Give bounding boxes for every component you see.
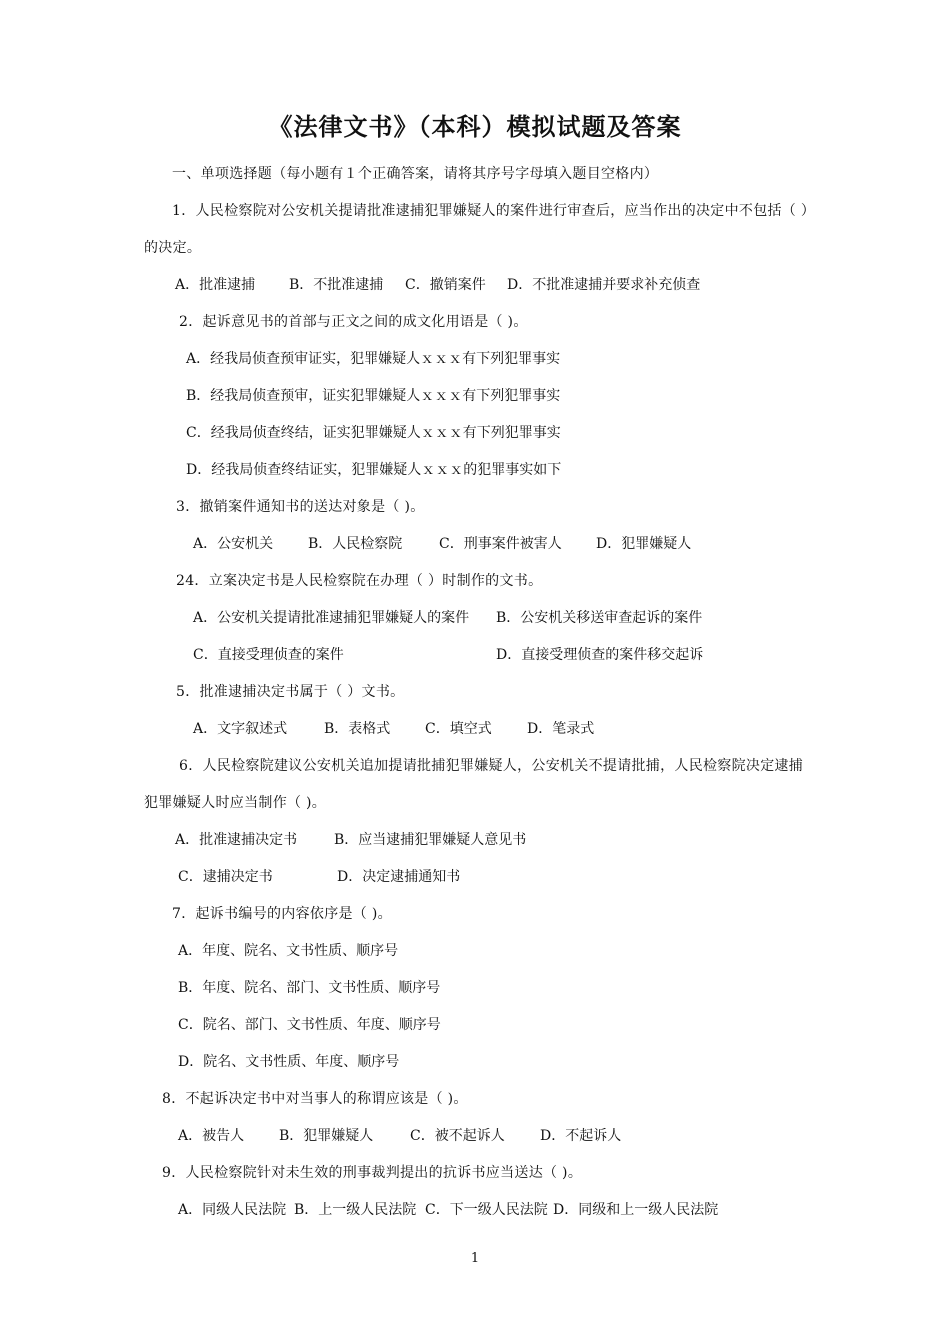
question-9-option-a: A．同级人民法院 bbox=[178, 1202, 287, 1218]
question-6-stem: 6．人民检察院建议公安机关追加提请批捕犯罪嫌疑人，公安机关不提请批捕，人民检察院决定逮捕 bbox=[179, 758, 804, 774]
question-9-stem: 9．人民检察院针对未生效的刑事裁判提出的抗诉书应当送达（ )。 bbox=[162, 1165, 583, 1181]
question-5-option-a: A．文字叙述式 bbox=[193, 721, 288, 737]
question-8-option-a: A．被告人 bbox=[178, 1128, 245, 1144]
question-1-option-c: C．撤销案件 bbox=[405, 277, 486, 293]
question-1-stem-cont: 的决定。 bbox=[144, 240, 202, 256]
question-4-option-b: B．公安机关移送审查起诉的案件 bbox=[496, 610, 703, 626]
question-1-option-b: B．不批准逮捕 bbox=[289, 277, 384, 293]
question-3-stem: 3．撤销案件通知书的送达对象是（ )。 bbox=[176, 499, 425, 515]
section-heading: 一、单项选择题（每小题有１个正确答案，请将其序号字母填入题目空格内） bbox=[172, 166, 659, 182]
question-8-stem: 8．不起诉决定书中对当事人的称谓应该是（ )。 bbox=[162, 1091, 468, 1107]
question-7-option-b: B．年度、院名、部门、文书性质、顺序号 bbox=[178, 980, 441, 996]
page-title: 《法律文书》（本科）模拟试题及答案 bbox=[268, 113, 682, 141]
question-2-stem: 2．起诉意见书的首部与正文之间的成文化用语是（ )。 bbox=[179, 314, 528, 330]
question-3-option-d: D．犯罪嫌疑人 bbox=[596, 536, 692, 552]
question-5-option-b: B．表格式 bbox=[324, 721, 391, 737]
question-6-option-c: C．逮捕决定书 bbox=[178, 869, 273, 885]
question-9-option-b: B．上一级人民法院 bbox=[294, 1202, 417, 1218]
question-6-option-a: A．批准逮捕决定书 bbox=[175, 832, 298, 848]
question-3-option-b: B．人民检察院 bbox=[308, 536, 403, 552]
question-8-option-d: D．不起诉人 bbox=[540, 1128, 622, 1144]
question-4-option-d: D．直接受理侦查的案件移交起诉 bbox=[496, 647, 704, 663]
question-1-option-a: A．批准逮捕 bbox=[175, 277, 256, 293]
question-7-option-c: C．院名、部门、文书性质、年度、顺序号 bbox=[178, 1017, 441, 1033]
question-5-option-d: D．笔录式 bbox=[527, 721, 595, 737]
question-7-stem: 7．起诉书编号的内容依序是（ )。 bbox=[172, 906, 392, 922]
question-4-stem: 24．立案决定书是人民检察院在办理（ ）时制作的文书。 bbox=[176, 573, 543, 589]
question-2-option-b: B．经我局侦查预审，证实犯罪嫌疑人ｘｘｘ有下列犯罪事实 bbox=[186, 388, 561, 404]
question-6-stem-cont: 犯罪嫌疑人时应当制作（ )。 bbox=[144, 795, 327, 811]
question-3-option-a: A．公安机关 bbox=[193, 536, 274, 552]
question-1-stem: 1．人民检察院对公安机关提请批准逮捕犯罪嫌疑人的案件进行审查后，应当作出的决定中不包括（ ） bbox=[172, 203, 816, 219]
question-7-option-d: D．院名、文书性质、年度、顺序号 bbox=[178, 1054, 400, 1070]
page-number: 1 bbox=[470, 1251, 480, 1266]
question-6-option-d: D．决定逮捕通知书 bbox=[337, 869, 461, 885]
question-8-option-c: C．被不起诉人 bbox=[410, 1128, 505, 1144]
question-2-option-c: C．经我局侦查终结，证实犯罪嫌疑人ｘｘｘ有下列犯罪事实 bbox=[186, 425, 561, 441]
question-5-option-c: C．填空式 bbox=[425, 721, 492, 737]
question-9-option-d: D．同级和上一级人民法院 bbox=[553, 1202, 719, 1218]
question-8-option-b: B．犯罪嫌疑人 bbox=[279, 1128, 374, 1144]
question-2-option-a: A．经我局侦查预审证实，犯罪嫌疑人ｘｘｘ有下列犯罪事实 bbox=[186, 351, 561, 367]
question-3-option-c: C．刑事案件被害人 bbox=[439, 536, 562, 552]
question-6-option-b: B．应当逮捕犯罪嫌疑人意见书 bbox=[334, 832, 527, 848]
question-4-option-c: C．直接受理侦查的案件 bbox=[193, 647, 344, 663]
question-2-option-d: D．经我局侦查终结证实，犯罪嫌疑人ｘｘｘ的犯罪事实如下 bbox=[186, 462, 562, 478]
question-9-option-c: C．下一级人民法院 bbox=[425, 1202, 548, 1218]
question-4-option-a: A．公安机关提请批准逮捕犯罪嫌疑人的案件 bbox=[193, 610, 470, 626]
question-7-option-a: A．年度、院名、文书性质、顺序号 bbox=[178, 943, 399, 959]
question-5-stem: 5．批准逮捕决定书属于（ ）文书。 bbox=[176, 684, 405, 700]
question-1-option-d: D．不批准逮捕并要求补充侦查 bbox=[507, 277, 701, 293]
